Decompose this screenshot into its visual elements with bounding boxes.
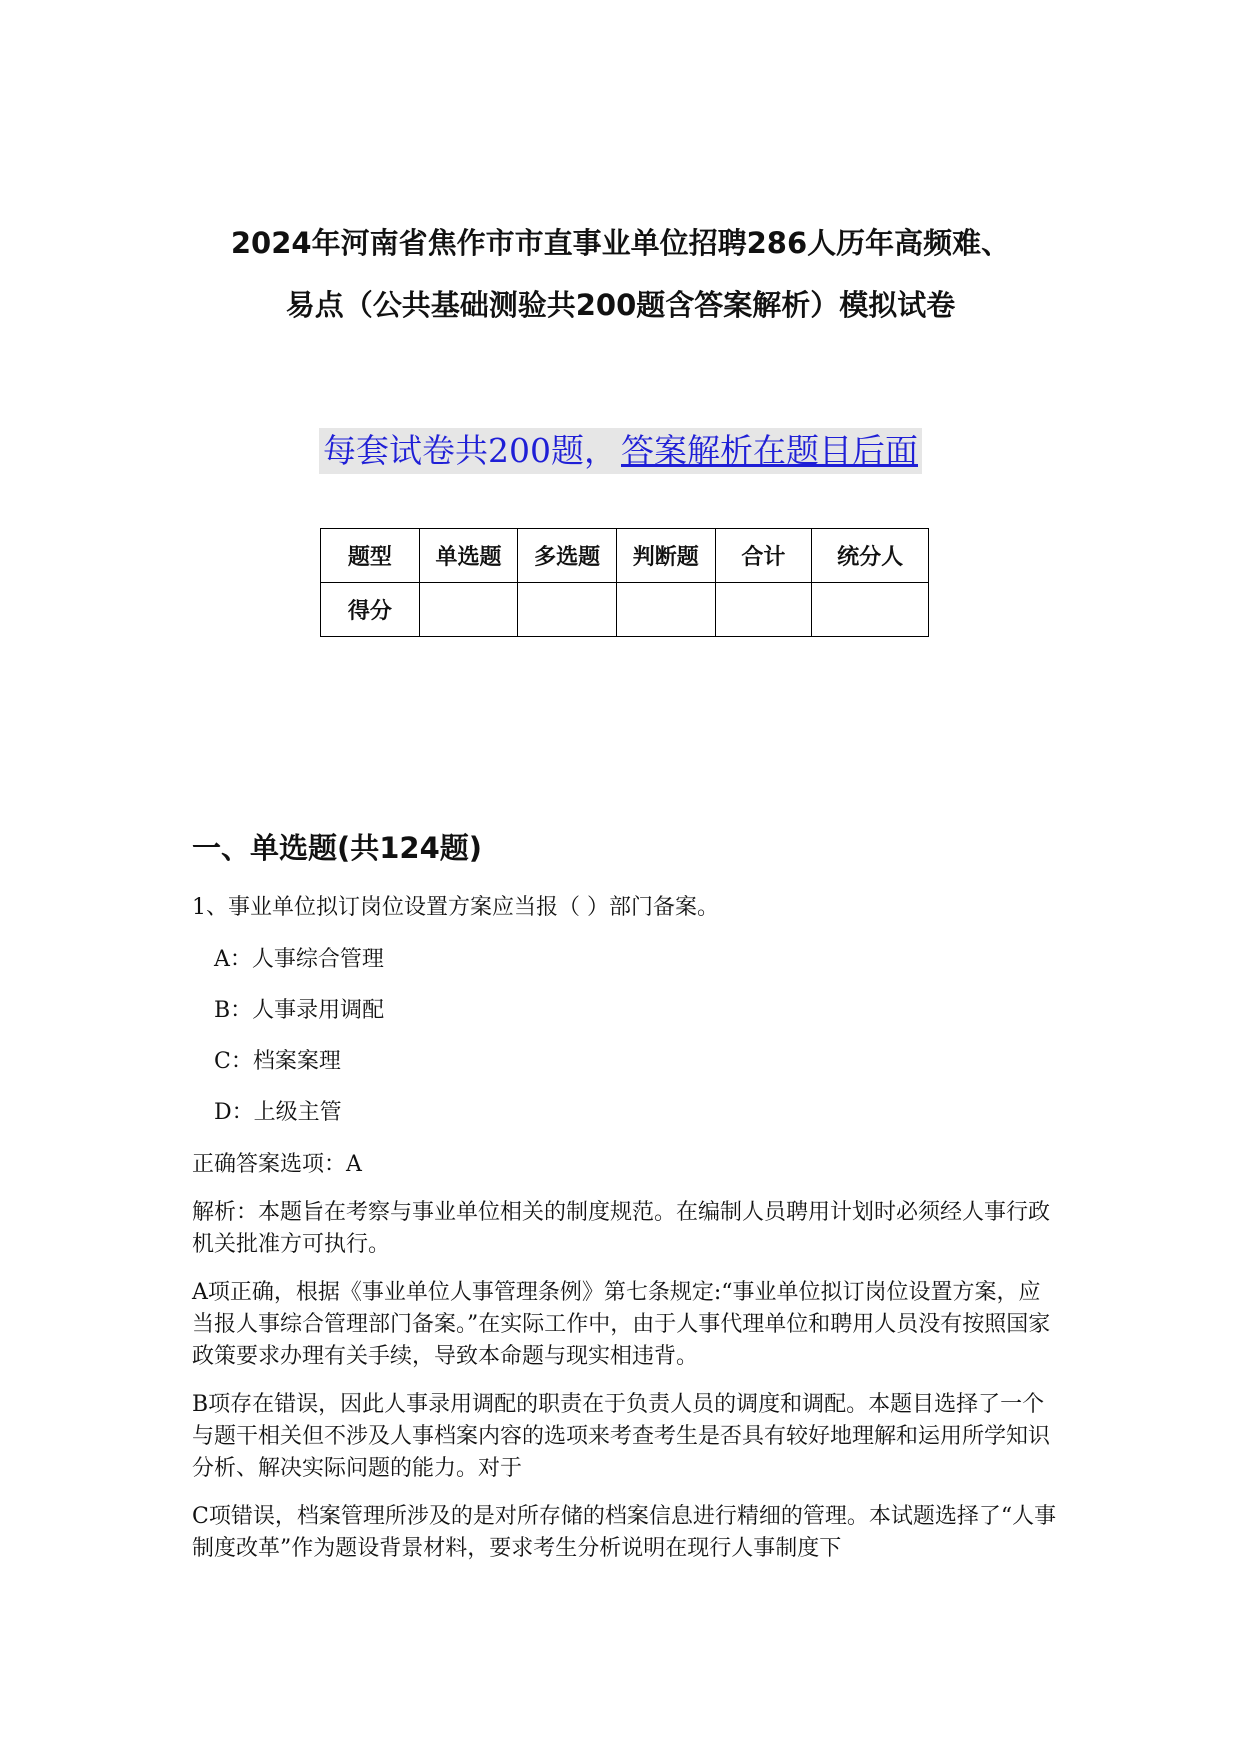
score-cell — [812, 583, 929, 637]
score-header-cell: 判断题 — [616, 529, 715, 583]
score-header-cell: 单选题 — [419, 529, 518, 583]
option-c: C：档案案理 — [214, 1049, 341, 1074]
question-block — [192, 893, 1062, 1581]
option-a: A：人事综合管理 — [214, 947, 384, 972]
score-header-cell: 题型 — [321, 529, 420, 583]
correct-answer: 正确答案选项：A — [192, 1152, 362, 1177]
score-cell — [518, 583, 617, 637]
question-stem: 1、事业单位拟订岗位设置方案应当报（ ）部门备案。 — [192, 895, 719, 920]
score-cell — [715, 583, 812, 637]
score-header-cell: 统分人 — [812, 529, 929, 583]
analysis-paragraph: C项错误，档案管理所涉及的是对所存储的档案信息进行精细的管理。本试题选择了“人事制度改革”作为题设背景材料，要求考生分析说明在现行人事制度下 — [192, 1504, 1057, 1561]
score-table-score-row — [321, 583, 929, 637]
score-table-header-row — [321, 529, 929, 583]
banner — [0, 428, 1241, 474]
score-header-cell: 多选题 — [518, 529, 617, 583]
score-header-cell: 合计 — [715, 529, 812, 583]
option-b: B：人事录用调配 — [214, 998, 385, 1023]
document-title — [150, 212, 1091, 336]
score-cell — [616, 583, 715, 637]
banner-text: 每套试卷共200题， — [321, 428, 619, 474]
score-cell — [419, 583, 518, 637]
banner-box — [319, 428, 922, 474]
option-d: D：上级主管 — [214, 1100, 342, 1125]
analysis-paragraph: A项正确，根据《事业单位人事管理条例》第七条规定:“事业单位拟订岗位设置方案，应当报人事综合管理部门备案。”在实际工作中，由于人事代理单位和聘用人员没有按照国家政策要求办理有关手续，导致本命题与现实相违背。 — [192, 1280, 1051, 1369]
title-line-2: 易点（公共基础测验共200题含答案解析）模拟试卷 — [285, 288, 956, 322]
banner-link[interactable]: 答案解析在题目后面 — [619, 428, 920, 474]
title-line-1: 2024年河南省焦作市市直事业单位招聘286人历年高频难、 — [230, 226, 1011, 260]
analysis-paragraph: B项存在错误，因此人事录用调配的职责在于负责人员的调度和调配。本题目选择了一个与题干相关但不涉及人事档案内容的选项来考查考生是否具有较好地理解和运用所学知识分析、解决实际问题的能力。对于 — [192, 1392, 1051, 1481]
score-row-label: 得分 — [321, 583, 420, 637]
section-heading: 一、单选题(共124题) — [192, 831, 483, 865]
analysis-paragraph: 解析：本题旨在考察与事业单位相关的制度规范。在编制人员聘用计划时必须经人事行政机关批准方可执行。 — [192, 1200, 1051, 1257]
score-table — [320, 528, 929, 637]
